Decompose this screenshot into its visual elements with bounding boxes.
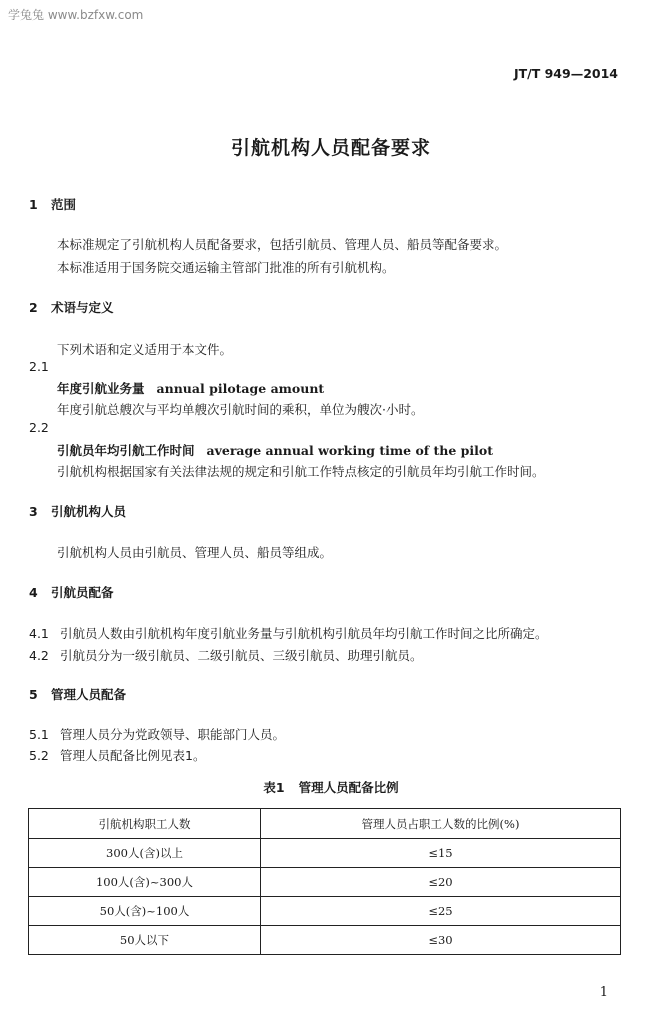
section-title: 术语与定义 bbox=[51, 300, 114, 315]
section-number: 1 bbox=[29, 197, 38, 212]
clause-text: 引航员人数由引航机构年度引航业务量与引航机构引航员年均引航工作时间之比所确定。 bbox=[60, 626, 548, 641]
term-2-1-definition: 年度引航总艘次与平均单艘次引航时间的乘积，单位为艘次·小时。 bbox=[57, 402, 424, 417]
clause-text: 管理人员分为党政领导、职能部门人员。 bbox=[60, 727, 286, 742]
section-number: 3 bbox=[29, 504, 38, 519]
table-header-row bbox=[29, 809, 621, 839]
term-2-2-definition: 引航机构根据国家有关法律法规的规定和引航工作特点核定的引航员年均引航工作时间。 bbox=[57, 464, 545, 479]
section-1-heading bbox=[29, 195, 76, 213]
table-number: 表1 bbox=[263, 780, 285, 795]
term-english: average annual working time of the pilot bbox=[206, 443, 494, 458]
table-cell: ≤15 bbox=[261, 839, 621, 868]
section-3-paragraph-1: 引航机构人员由引航员、管理人员、船员等组成。 bbox=[57, 545, 333, 560]
standard-number: JT/T 949—2014 bbox=[513, 66, 618, 81]
table-cell: 300人(含)以上 bbox=[29, 839, 261, 868]
clause-4-1 bbox=[29, 624, 548, 642]
table-row bbox=[29, 897, 621, 926]
section-title: 管理人员配备 bbox=[51, 687, 127, 702]
section-title: 引航机构人员 bbox=[51, 504, 127, 519]
section-5-heading bbox=[29, 685, 126, 703]
section-title: 引航员配备 bbox=[51, 585, 114, 600]
clause-2-1-number: 2.1 bbox=[29, 359, 49, 374]
term-english: annual pilotage amount bbox=[156, 381, 325, 396]
table-row bbox=[29, 868, 621, 897]
table-cell: ≤30 bbox=[261, 926, 621, 955]
clause-number: 4.2 bbox=[29, 648, 49, 663]
table-cell: 50人(含)~100人 bbox=[29, 897, 261, 926]
section-4-heading bbox=[29, 583, 114, 601]
section-2-heading bbox=[29, 298, 114, 316]
table-row bbox=[29, 926, 621, 955]
clause-text: 引航员分为一级引航员、二级引航员、三级引航员、助理引航员。 bbox=[60, 648, 423, 663]
table-header-cell: 管理人员占职工人数的比例(%) bbox=[261, 809, 621, 839]
table-cell: ≤20 bbox=[261, 868, 621, 897]
clause-number: 5.2 bbox=[29, 748, 49, 763]
clause-number: 5.1 bbox=[29, 727, 49, 742]
table-cell: 50人以下 bbox=[29, 926, 261, 955]
section-title: 范围 bbox=[51, 197, 77, 212]
section-number: 2 bbox=[29, 300, 38, 315]
watermark: 学兔兔 www.bzfxw.com bbox=[8, 8, 144, 22]
section-1-paragraph-1: 本标准规定了引航机构人员配备要求，包括引航员、管理人员、船员等配备要求。 bbox=[57, 237, 508, 252]
table-cell: ≤25 bbox=[261, 897, 621, 926]
section-number: 5 bbox=[29, 687, 38, 702]
clause-2-2-number: 2.2 bbox=[29, 420, 49, 435]
clause-5-1 bbox=[29, 725, 285, 743]
term-chinese: 引航员年均引航工作时间 bbox=[57, 443, 195, 458]
staffing-ratio-table bbox=[28, 808, 621, 955]
term-chinese: 年度引航业务量 bbox=[57, 381, 145, 396]
page-number: 1 bbox=[599, 985, 608, 1000]
section-number: 4 bbox=[29, 585, 38, 600]
section-2-paragraph-1: 下列术语和定义适用于本文件。 bbox=[57, 342, 233, 357]
document-title: 引航机构人员配备要求 bbox=[230, 137, 431, 159]
table-cell: 100人(含)~300人 bbox=[29, 868, 261, 897]
table-title: 管理人员配备比例 bbox=[298, 780, 399, 795]
term-2-1 bbox=[57, 379, 324, 397]
clause-text: 管理人员配备比例见表1。 bbox=[60, 748, 206, 763]
section-1-paragraph-2: 本标准适用于国务院交通运输主管部门批准的所有引航机构。 bbox=[57, 260, 395, 275]
term-2-2 bbox=[57, 441, 493, 459]
clause-number: 4.1 bbox=[29, 626, 49, 641]
clause-5-2 bbox=[29, 746, 205, 764]
table-caption bbox=[0, 778, 662, 796]
table-header-cell: 引航机构职工人数 bbox=[29, 809, 261, 839]
table-row bbox=[29, 839, 621, 868]
section-3-heading bbox=[29, 502, 126, 520]
clause-4-2 bbox=[29, 646, 423, 664]
